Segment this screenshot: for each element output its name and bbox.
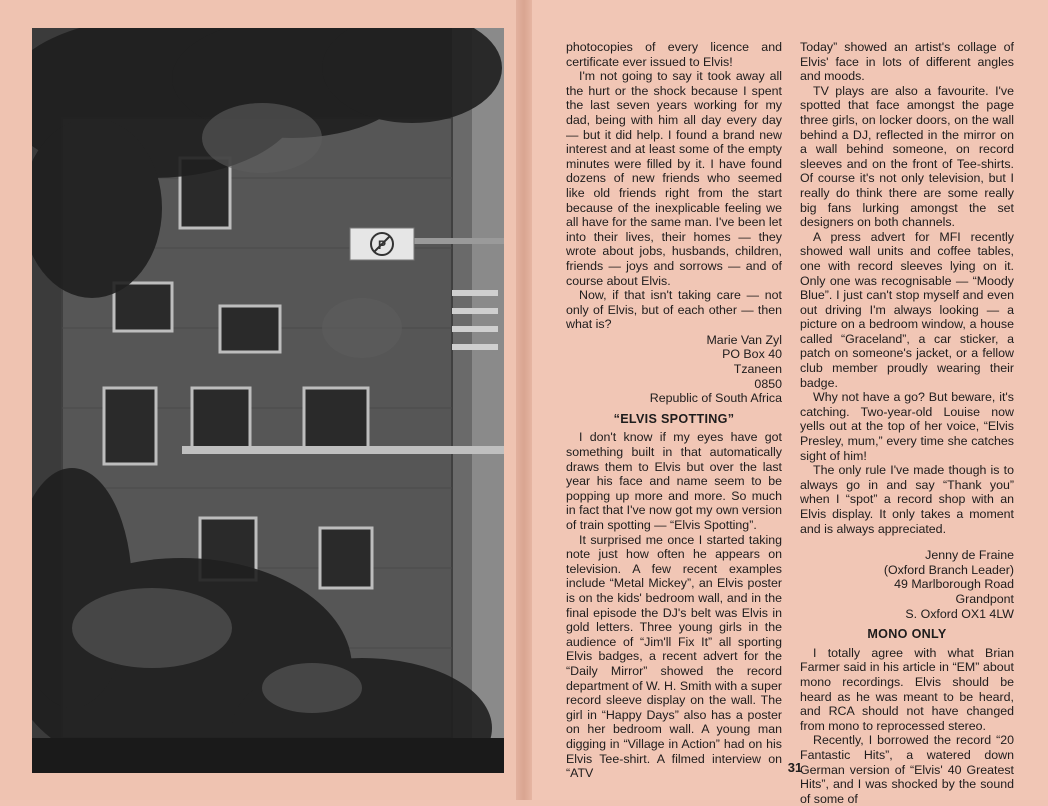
signature-block xyxy=(800,548,1014,621)
page-gutter xyxy=(516,0,532,800)
paragraph: Now, if that isn't taking care — not only of Elvis, but of each other — then what is? xyxy=(566,288,782,332)
paragraph: A press advert for MFI recently showed wall units and coffee tables, one with record sleeves lying on it. Only one was recognisable — “Moody Blue”. I just can't stop myself and even out driving I'm always looking — a picture on a bedroom window, a house called “Graceland”, a car sticker, a patch on someone's jacket, or a fellow club member proudly wearing their badge. xyxy=(800,229,1014,390)
paragraph: Today” showed an artist's collage of Elvis' face in lots of different angles and moods. xyxy=(800,40,1014,84)
signature-line: 0850 xyxy=(754,376,782,391)
section-heading: MONO ONLY xyxy=(867,627,947,642)
signature-line: Republic of South Africa xyxy=(649,391,782,406)
page-number: 31 xyxy=(787,760,803,775)
house-photograph xyxy=(32,28,504,773)
signature-line: 49 Marlborough Road xyxy=(894,577,1014,592)
paragraph: Recently, I borrowed the record “20 Fantastic Hits”, a watered down German version of “Elvis' 40 Greatest Hits”, and I was shocked by the sound of some of xyxy=(800,733,1014,806)
photo-illustration xyxy=(32,28,504,773)
paragraph: I'm not going to say it took away all the hurt or the shock because I spent the last seven years working for my dad, being with him all day every day — but it did help. I found a brand new interest and at least some of the empty minutes were filled by it. I have found dozens of new friends who seemed like old friends right from the start because of the inexplicable feeling we all have for the same man. I've been let into their lives, their homes — they wrote about jobs, husbands, children, friends — joys and sorrows — and of course about Elvis. xyxy=(566,69,782,288)
signature-line: PO Box 40 xyxy=(722,347,782,362)
text-column-right xyxy=(800,40,1014,806)
signature-line: (Oxford Branch Leader) xyxy=(883,562,1014,577)
paragraph: I don't know if my eyes have got something built in that automatically draws them to Elvis but over the last year his face and name seem to be popping up more and more. So much in fact that I've now got my own version of train spotting — “Elvis Spotting”. xyxy=(566,430,782,532)
signature-line: Jenny de Fraine xyxy=(925,548,1014,563)
signature-line: Grandpont xyxy=(955,591,1014,606)
section-heading: “ELVIS SPOTTING” xyxy=(613,411,735,426)
sign-letter: P xyxy=(378,238,387,252)
signature-line: Tzaneen xyxy=(733,362,782,377)
signature-line: Marie Van Zyl xyxy=(706,332,782,347)
paragraph: I totally agree with what Brian Farmer said in his article in “EM” about mono recordings. Elvis should be heard as he was meant to be heard, and RCA should not have changed from mono to reprocessed stereo. xyxy=(800,645,1014,733)
paragraph: TV plays are also a favourite. I've spotted that face amongst the page three girls, on locker doors, on the wall behind a DJ, reflected in the mirror on a wall behind someone, on record sleeves and on the front of Tee-shirts. Of course it's not only television, but I really do think there are some really big fans lurking amongst the set designers on both channels. xyxy=(800,83,1014,230)
paragraph: It surprised me once I started taking note just how often he appears on television. A few recent examples include “Metal Mickey”, an Elvis poster is on the kids' bedroom wall, and in the final episode the DJ's belt was Elvis in gold letters. Three young girls in the audience of “Jim'll Fix It” all sporting Elvis badges, a recent advert for the “Daily Mirror” showed the record department of W. H. Smith with a super record sleeve display on the wall. The girl in “Happy Days” also has a poster on her bedroom wall. A young man digging in “Village in Action” had on his Elvis Tee-shirt. A filmed interview on “ATV xyxy=(566,532,782,781)
paragraph: The only rule I've made though is to always go in and say “Thank you” when I “spot” a record shop with an Elvis display. It only takes a moment and is always appreciated. xyxy=(800,463,1014,536)
paragraph: Why not have a go? But beware, it's catching. Two-year-old Louise now yells out at the top of her voice, “Elvis Presley, mum,” every time she catches sight of him! xyxy=(800,390,1014,463)
signature-line: S. Oxford OX1 4LW xyxy=(905,606,1014,621)
signature-block xyxy=(566,333,782,406)
paragraph: photocopies of every licence and certificate ever issued to Elvis! xyxy=(566,40,782,69)
text-column-left xyxy=(566,40,782,781)
